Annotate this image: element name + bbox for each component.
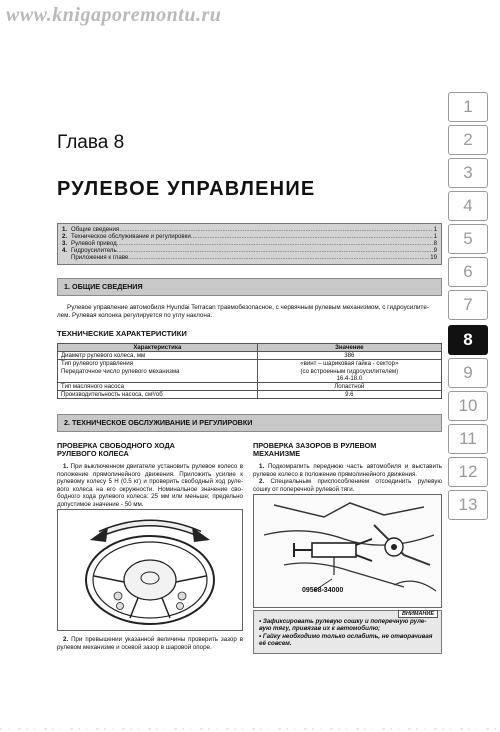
free-play-step-1 bbox=[57, 463, 243, 509]
tab-chapter-11[interactable]: 11 bbox=[448, 424, 488, 454]
spec-name-line: Тип рулевого управления bbox=[61, 360, 133, 368]
toc-item-label: Приложения к главе bbox=[71, 253, 129, 261]
tab-chapter-3[interactable]: 3 bbox=[448, 158, 488, 188]
page-title: РУЛЕВОЕ УПРАВЛЕНИЕ bbox=[57, 178, 316, 200]
step-number: 2. bbox=[63, 636, 69, 643]
toc-item-page: 1 bbox=[433, 226, 437, 233]
toc-leader bbox=[191, 234, 433, 241]
tab-chapter-8[interactable]: 8 bbox=[448, 325, 488, 355]
tab-chapter-2[interactable]: 2 bbox=[448, 125, 488, 155]
tab-chapter-1[interactable]: 1 bbox=[448, 92, 488, 122]
toc-item-label: Рулевой привод bbox=[71, 239, 117, 247]
puller-tool-icon bbox=[254, 495, 441, 607]
spec-value: Лопастной bbox=[257, 383, 441, 391]
chapter-label: Глава 8 bbox=[57, 132, 125, 153]
section-heading-general: 1. ОБЩИЕ СВЕДЕНИЯ bbox=[57, 278, 442, 296]
tab-chapter-13[interactable]: 13 bbox=[448, 490, 488, 520]
toc-item-page: 8 bbox=[433, 239, 437, 247]
spec-value bbox=[257, 360, 441, 383]
steering-linkage-figure bbox=[253, 494, 442, 608]
general-description: Рулевое управление автомобиля Hyundai Terracan травмобезопасное, с червячным рулевым механизмом, с гидроусилите-лем. Рулевая колонка регулируется по углу наклона. bbox=[57, 304, 429, 319]
gear-clearance-step-2 bbox=[253, 478, 442, 493]
warning-note bbox=[253, 610, 442, 654]
warning-line: • Гайку необходимо только ослабить, не отворачивая её совсем. bbox=[259, 632, 433, 648]
spec-value: 386 bbox=[257, 352, 441, 360]
toc-item-label: Гидроусилитель bbox=[71, 246, 117, 254]
step-number: 1. bbox=[259, 463, 265, 470]
warning-line-text: Зафиксировать рулевую сошку и поперечную руле-вую тягу, привязав их к автомобилю; bbox=[259, 618, 427, 633]
toc-leader bbox=[117, 241, 433, 248]
spec-value-line: 16.4-18.0 bbox=[336, 374, 363, 382]
gear-clearance-step-1 bbox=[253, 463, 442, 478]
spec-name: Диаметр рулевого колеса, мм bbox=[58, 352, 258, 360]
table-header-row bbox=[58, 344, 442, 352]
toc-item-number bbox=[62, 255, 71, 262]
table-of-contents bbox=[57, 223, 442, 265]
section-heading-maintenance: 2. ТЕХНИЧЕСКОЕ ОБСЛУЖИВАНИЕ И РЕГУЛИРОВКИ bbox=[57, 414, 442, 432]
tab-chapter-6[interactable]: 6 bbox=[448, 257, 488, 287]
toc-item-number: 3. bbox=[62, 239, 68, 247]
toc-item[interactable] bbox=[62, 234, 437, 241]
spec-value-line: «винт – шариковая гайка - сектор» bbox=[300, 360, 399, 368]
toc-item-page: 9 bbox=[433, 246, 437, 254]
free-play-heading: ПРОВЕРКА СВОБОДНОГО ХОДА РУЛЕВОГО КОЛЕСА bbox=[57, 441, 175, 458]
tab-chapter-10[interactable]: 10 bbox=[448, 391, 488, 421]
toc-item-label: Техническое обслуживание и регулировки bbox=[71, 232, 191, 240]
table-row bbox=[58, 352, 442, 360]
table-row bbox=[58, 383, 442, 391]
steering-wheel-figure bbox=[57, 509, 243, 631]
spec-name: Производительность насоса, см³/об bbox=[58, 391, 258, 399]
toc-leader bbox=[117, 248, 433, 255]
spec-value-line: (со встроенным гидроусилителем) bbox=[300, 367, 399, 375]
step-number: 2. bbox=[259, 478, 265, 485]
warning-line-text: Гайку необходимо только ослабить, не отворачивая её совсем. bbox=[259, 632, 433, 648]
site-watermark: www.knigaporemontu.ru bbox=[6, 4, 222, 26]
toc-leader bbox=[128, 255, 429, 262]
table-row bbox=[58, 360, 442, 383]
free-play-step-2 bbox=[57, 636, 243, 651]
toc-item-label: Общие сведения bbox=[71, 226, 120, 233]
specs-heading: ТЕХНИЧЕСКИЕ ХАРАКТЕРИСТИКИ bbox=[57, 329, 187, 338]
tool-code-label: 09568-34000 bbox=[302, 587, 344, 594]
toc-item[interactable] bbox=[62, 241, 437, 248]
spec-name-line: Передаточное число рулевого механизма bbox=[61, 367, 180, 375]
warning-line: • Зафиксировать рулевую сошку и поперечную руле-вую тягу, привязав их к автомобилю; bbox=[259, 618, 427, 633]
table-row bbox=[58, 391, 442, 399]
gear-clearance-heading: ПРОВЕРКА ЗАЗОРОВ В РУЛЕВОМ МЕХАНИЗМЕ bbox=[253, 441, 377, 458]
warning-text bbox=[259, 618, 436, 648]
col-header-characteristic: Характеристика bbox=[58, 344, 258, 352]
step-text: При превышении указанной величины проверить зазор в рулевом механизме и осевой зазор в шаровой опоре. bbox=[57, 636, 243, 651]
tab-chapter-9[interactable]: 9 bbox=[448, 358, 488, 388]
tab-chapter-7[interactable]: 7 bbox=[448, 290, 488, 320]
scan-edge-decoration bbox=[0, 726, 500, 732]
col-header-value: Значение bbox=[257, 344, 441, 352]
tab-chapter-12[interactable]: 12 bbox=[448, 457, 488, 487]
toc-item-number: 1. bbox=[62, 226, 68, 233]
step-text: При выключенном двигателе установить рулевое колесо в положение прямолинейного движения. Приложить усилие к рулевому колесу 5 Н (0.5 кг) и проверить свободный ход руле-вого колеса на его окружности. Номинальное значение сво-бодного хода рулевого колеса: 25 мм или меньше; предельно допустимое значение - 50 мм. bbox=[57, 463, 243, 508]
toc-item-page: 1 bbox=[433, 232, 437, 240]
toc-item[interactable] bbox=[62, 255, 437, 262]
toc-item-number: 2. bbox=[62, 232, 68, 240]
toc-item-page: 19 bbox=[430, 253, 437, 261]
spec-name bbox=[58, 360, 258, 383]
step-text: Подкомрапить переднюю часть автомобиля и выставить рулевое колесо в положение прямолинейного движения. bbox=[253, 463, 442, 478]
warning-tag: ВНИМАНИЕ bbox=[398, 610, 438, 618]
tab-chapter-5[interactable]: 5 bbox=[448, 224, 488, 254]
toc-item-number: 4. bbox=[62, 246, 68, 254]
tab-chapter-4[interactable]: 4 bbox=[448, 191, 488, 221]
step-text: Специальным приспособлением отсоединить рулевую сошку от поперечной рулевой тяги. bbox=[253, 478, 442, 493]
specs-table bbox=[57, 343, 442, 399]
step-number: 1. bbox=[63, 463, 69, 470]
spec-name: Тип масляного насоса bbox=[58, 383, 258, 391]
steering-wheel-icon bbox=[58, 510, 242, 630]
spec-value: 9.6 bbox=[257, 391, 441, 399]
